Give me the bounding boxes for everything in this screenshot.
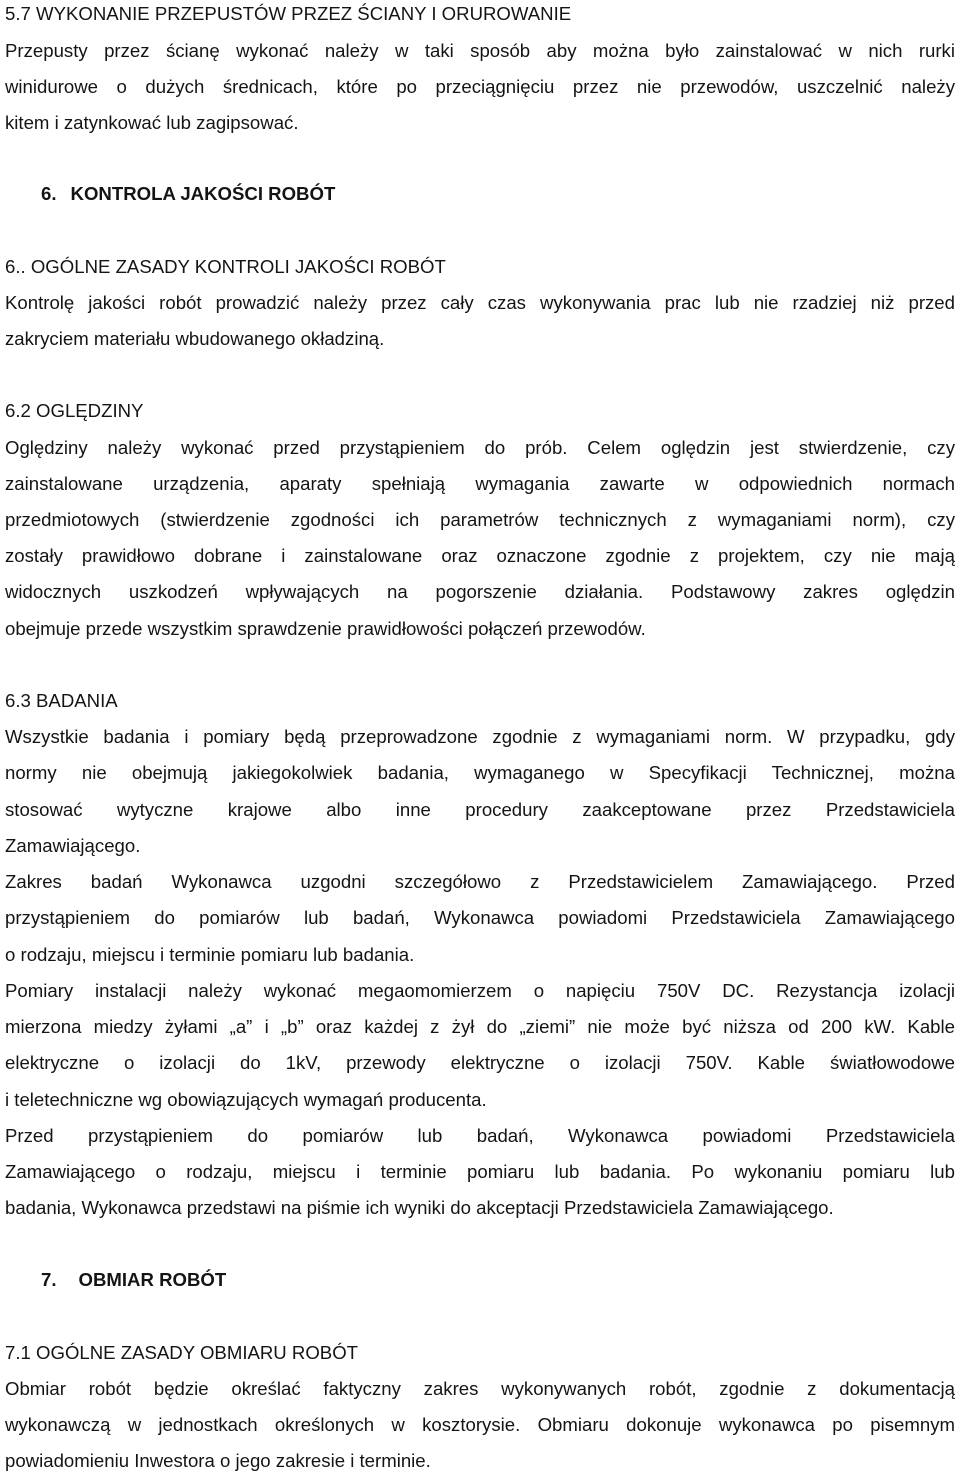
paragraph-line: mierzona miedzy żyłami „a” i „b” oraz każdej z żył do „ziemi” nie może być niższa od 200 kW. Kable (5, 1016, 955, 1037)
paragraph-line: widocznych uszkodzeń wpływających na pogorszenie działania. Podstawowy zakres oględzin (5, 581, 955, 602)
paragraph-line: Oględziny należy wykonać przed przystąpieniem do prób. Celem oględzin jest stwierdzenie, czy (5, 437, 955, 458)
paragraph-line: obejmuje przede wszystkim sprawdzenie prawidłowości połączeń przewodów. (5, 618, 646, 639)
paragraph-line: powiadomieniu Inwestora o jego zakresie i terminie. (5, 1450, 431, 1471)
paragraph-line: przedmiotowych (stwierdzenie zgodności ich parametrów technicznych z wymaganiami norm), czy (5, 509, 955, 530)
heading-5-7: 5.7 WYKONANIE PRZEPUSTÓW PRZEZ ŚCIANY I ORUROWANIE (5, 3, 572, 24)
paragraph-line: Zamawiającego. (5, 835, 141, 856)
paragraph-line: Kontrolę jakości robót prowadzić należy przez cały czas wykonywania prac lub nie rzadziej niż przed (5, 292, 955, 313)
paragraph-line: Zamawiającego o rodzaju, miejscu i terminie pomiaru lub badania. Po wykonaniu pomiaru lub (5, 1161, 955, 1182)
paragraph-line: normy nie obejmują jakiegokolwiek badania, wymaganego w Specyfikacji Technicznej, można (5, 762, 955, 783)
paragraph-line: kitem i zatynkować lub zagipsować. (5, 112, 299, 133)
paragraph-line: wykonawczą w jednostkach określonych w kosztorysie. Obmiaru dokonuje wykonawca po pisemnym (5, 1414, 955, 1435)
heading-6-2: 6.2 OGLĘDZINY (5, 400, 144, 421)
heading-6-1: 6.. OGÓLNE ZASADY KONTROLI JAKOŚCI ROBÓT (5, 256, 446, 277)
section-number: 6. (41, 183, 57, 204)
section-heading-6 (41, 176, 335, 212)
paragraph-line: zostały prawidłowo dobrane i zainstalowane oraz oznaczone zgodnie z projektem, czy nie mają (5, 545, 955, 566)
section-title: KONTROLA JAKOŚCI ROBÓT (70, 183, 336, 204)
paragraph-line: Wszystkie badania i pomiary będą przeprowadzone zgodnie z wymaganiami norm. W przypadku, gdy (5, 726, 955, 747)
heading-7-1: 7.1 OGÓLNE ZASADY OBMIARU ROBÓT (5, 1342, 359, 1363)
paragraph-line: Pomiary instalacji należy wykonać megaomomierzem o napięciu 750V DC. Rezystancja izolacji (5, 980, 955, 1001)
paragraph-line: Przepusty przez ścianę wykonać należy w taki sposób aby można było zainstalować w nich rurki (5, 40, 955, 61)
paragraph-line: elektryczne o izolacji do 1kV, przewody elektryczne o izolacji 750V. Kable światłowodowe (5, 1052, 955, 1073)
paragraph-line: zakryciem materiału wbudowanego okładziną. (5, 328, 385, 349)
section-title: OBMIAR ROBÓT (78, 1269, 227, 1290)
paragraph-line: i teletechniczne wg obowiązujących wymagań producenta. (5, 1089, 487, 1110)
paragraph-line: Zakres badań Wykonawca uzgodni szczegółowo z Przedstawicielem Zamawiającego. Przed (5, 871, 955, 892)
section-number: 7. (41, 1269, 57, 1290)
paragraph-line: Obmiar robót będzie określać faktyczny zakres wykonywanych robót, zgodnie z dokumentacją (5, 1378, 955, 1399)
paragraph-line: przystąpieniem do pomiarów lub badań, Wykonawca powiadomi Przedstawiciela Zamawiającego (5, 907, 955, 928)
heading-6-3: 6.3 BADANIA (5, 690, 118, 711)
paragraph-line: Przed przystąpieniem do pomiarów lub badań, Wykonawca powiadomi Przedstawiciela (5, 1125, 955, 1146)
paragraph-line: badania, Wykonawca przedstawi na piśmie ich wyniki do akceptacji Przedstawiciela Zamawiającego. (5, 1197, 834, 1218)
paragraph-line: stosować wytyczne krajowe albo inne procedury zaakceptowane przez Przedstawiciela (5, 799, 955, 820)
paragraph-line: o rodzaju, miejscu i terminie pomiaru lub badania. (5, 944, 415, 965)
section-heading-7 (41, 1262, 226, 1298)
paragraph-line: winidurowe o dużych średnicach, które po przeciągnięciu przez nie przewodów, uszczelnić należy (5, 76, 955, 97)
paragraph-line: zainstalowane urządzenia, aparaty spełniają wymagania zawarte w odpowiednich normach (5, 473, 955, 494)
